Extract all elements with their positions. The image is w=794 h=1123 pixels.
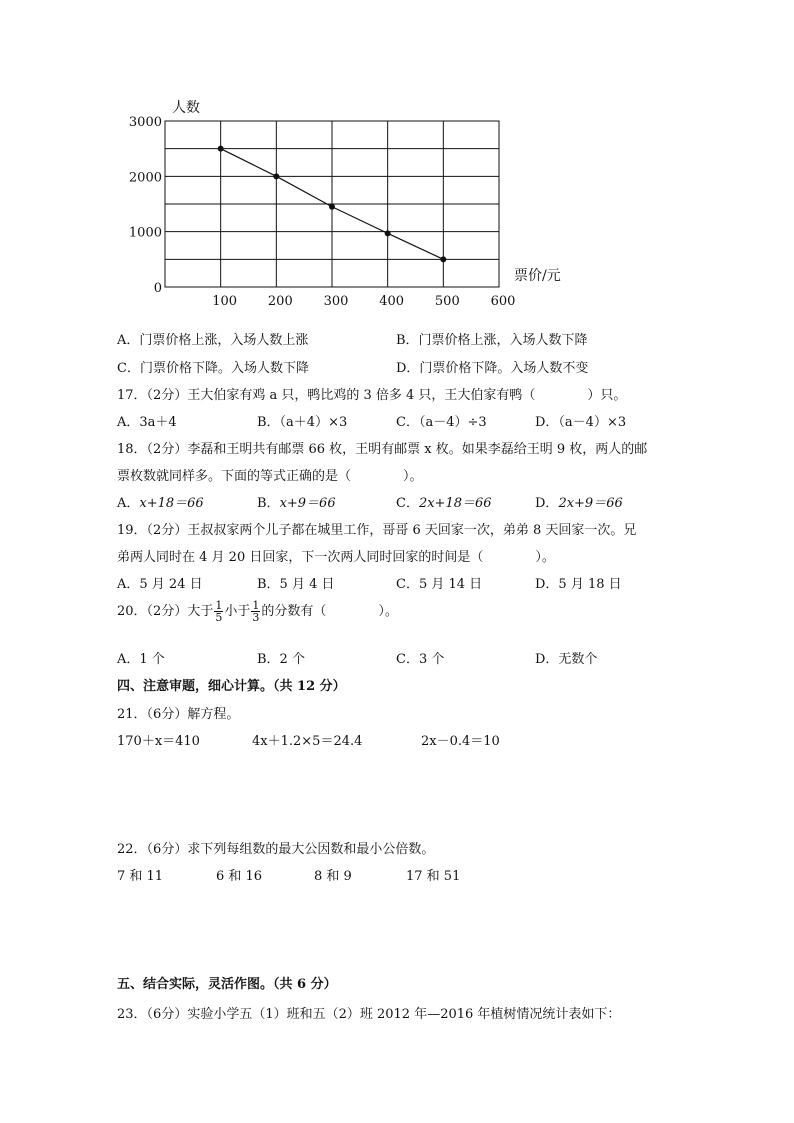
fraction-one-fifth bbox=[214, 600, 223, 623]
q22-pair-1: 7 和 11 bbox=[117, 869, 164, 884]
x-tick-label: 200 bbox=[267, 294, 293, 309]
q16-option-a: A．门票价格上涨，入场人数上涨 bbox=[117, 333, 309, 348]
data-point bbox=[329, 204, 335, 210]
q17-option-b: B．（a＋4）×3 bbox=[257, 415, 348, 430]
option-label: A． bbox=[117, 496, 140, 511]
q19-text-line1: 19．（2分）王叔叔家两个儿子都在城里工作，哥哥 6 天回家一次，弟弟 8 天回家一次。兄 bbox=[117, 523, 637, 538]
x-tick-label: 100 bbox=[212, 294, 238, 309]
q18-text-line2: 票枚数就同样多。下面的等式正确的是（ ）。 bbox=[117, 469, 423, 484]
q20-text bbox=[117, 600, 398, 623]
x-tick-label: 500 bbox=[434, 294, 460, 309]
q20-option-d: D．无数个 bbox=[535, 652, 598, 667]
equation: x+9＝66 bbox=[279, 496, 336, 511]
q18-text-line1: 18．（2分）李磊和王明共有邮票 66 枚，王明有邮票 x 枚。如果李磊给王明 9 枚，两人的邮 bbox=[117, 442, 648, 457]
q17-text: 17．（2分）王大伯家有鸡 a 只，鸭比鸡的 3 倍多 4 只，王大伯家有鸭（ ）只。 bbox=[117, 388, 627, 403]
option-label: B． bbox=[257, 496, 280, 511]
x-tick-labels bbox=[212, 294, 515, 309]
equation: 2x+18＝66 bbox=[418, 496, 492, 511]
q20-mid: 小于 bbox=[224, 604, 251, 619]
y-axis-label: 人数 bbox=[172, 100, 200, 116]
q18-option-a bbox=[117, 492, 204, 511]
ticket-price-chart bbox=[0, 0, 794, 320]
y-tick-label: 1000 bbox=[128, 225, 162, 241]
q18-option-b bbox=[257, 492, 336, 511]
q23-text: 23．（6分）实验小学五（1）班和五（2）班 2012 年—2016 年植树情况统计表如下： bbox=[117, 1007, 621, 1022]
x-tick-label: 400 bbox=[379, 294, 405, 309]
denominator: 5 bbox=[215, 611, 223, 624]
q22-pair-3: 8 和 9 bbox=[314, 869, 352, 884]
x-tick-label: 300 bbox=[323, 294, 349, 309]
q20-option-c: C．3 个 bbox=[396, 652, 445, 667]
section-4-title: 四、注意审题，细心计算。（共 12 分） bbox=[117, 679, 346, 694]
data-point bbox=[218, 146, 224, 152]
q18-option-c bbox=[396, 492, 492, 511]
denominator: 3 bbox=[252, 611, 260, 624]
y-tick-label: 2000 bbox=[128, 170, 162, 186]
data-point bbox=[440, 256, 446, 262]
y-tick-labels bbox=[129, 115, 162, 296]
data-point bbox=[385, 230, 391, 236]
q22-pair-4: 17 和 51 bbox=[406, 869, 461, 884]
q19-option-a: A．5 月 24 日 bbox=[117, 577, 203, 592]
option-label: D． bbox=[535, 496, 559, 511]
q16-option-b: B．门票价格上涨，入场人数下降 bbox=[396, 333, 588, 348]
q19-option-b: B．5 月 4 日 bbox=[257, 577, 335, 592]
q17-option-c: C．（a－4）÷3 bbox=[396, 415, 487, 430]
q20-option-b: B．2 个 bbox=[257, 652, 305, 667]
q21-text: 21．（6分）解方程。 bbox=[117, 707, 240, 722]
data-point bbox=[273, 173, 279, 179]
q19-text-line2: 弟两人同时在 4 月 20 日回家，下一次两人同时回家的时间是（ ）。 bbox=[117, 550, 555, 565]
q19-option-c: C．5 月 14 日 bbox=[396, 577, 483, 592]
fraction-one-third bbox=[251, 600, 260, 623]
x-axis-label: 票价/元 bbox=[514, 268, 561, 284]
y-tick-label: 3000 bbox=[128, 115, 162, 130]
equation: 2x+9＝66 bbox=[558, 496, 623, 511]
q17-option-d: D．（a－4）×3 bbox=[535, 415, 627, 430]
numerator: 1 bbox=[215, 599, 223, 612]
q21-equation-2: 4x＋1.2×5＝24.4 bbox=[252, 734, 363, 749]
q17-option-a: A．3a＋4 bbox=[117, 415, 177, 430]
q19-option-d: D．5 月 18 日 bbox=[535, 577, 622, 592]
q18-option-d bbox=[535, 492, 623, 511]
q21-equation-1: 170＋x＝410 bbox=[117, 734, 200, 749]
q16-option-c: C．门票价格下降。入场人数下降 bbox=[117, 361, 309, 376]
q20-suffix: 的分数有（ ）。 bbox=[261, 604, 398, 619]
x-tick-label: 600 bbox=[490, 294, 516, 309]
y-tick-label: 0 bbox=[153, 281, 162, 296]
option-label: C． bbox=[396, 496, 419, 511]
q22-text: 22．（6分）求下列每组数的最大公因数和最小公倍数。 bbox=[117, 842, 435, 857]
q20-prefix: 20．（2分）大于 bbox=[117, 604, 214, 619]
q21-equation-3: 2x－0.4＝10 bbox=[421, 734, 500, 749]
equation: x+18＝66 bbox=[139, 496, 204, 511]
numerator: 1 bbox=[252, 599, 260, 612]
q16-option-d: D．门票价格下降。入场人数不变 bbox=[396, 361, 589, 376]
section-5-title: 五、结合实际，灵活作图。（共 6 分） bbox=[117, 977, 337, 992]
q20-option-a: A．1 个 bbox=[117, 652, 165, 667]
q22-pair-2: 6 和 16 bbox=[216, 869, 263, 884]
